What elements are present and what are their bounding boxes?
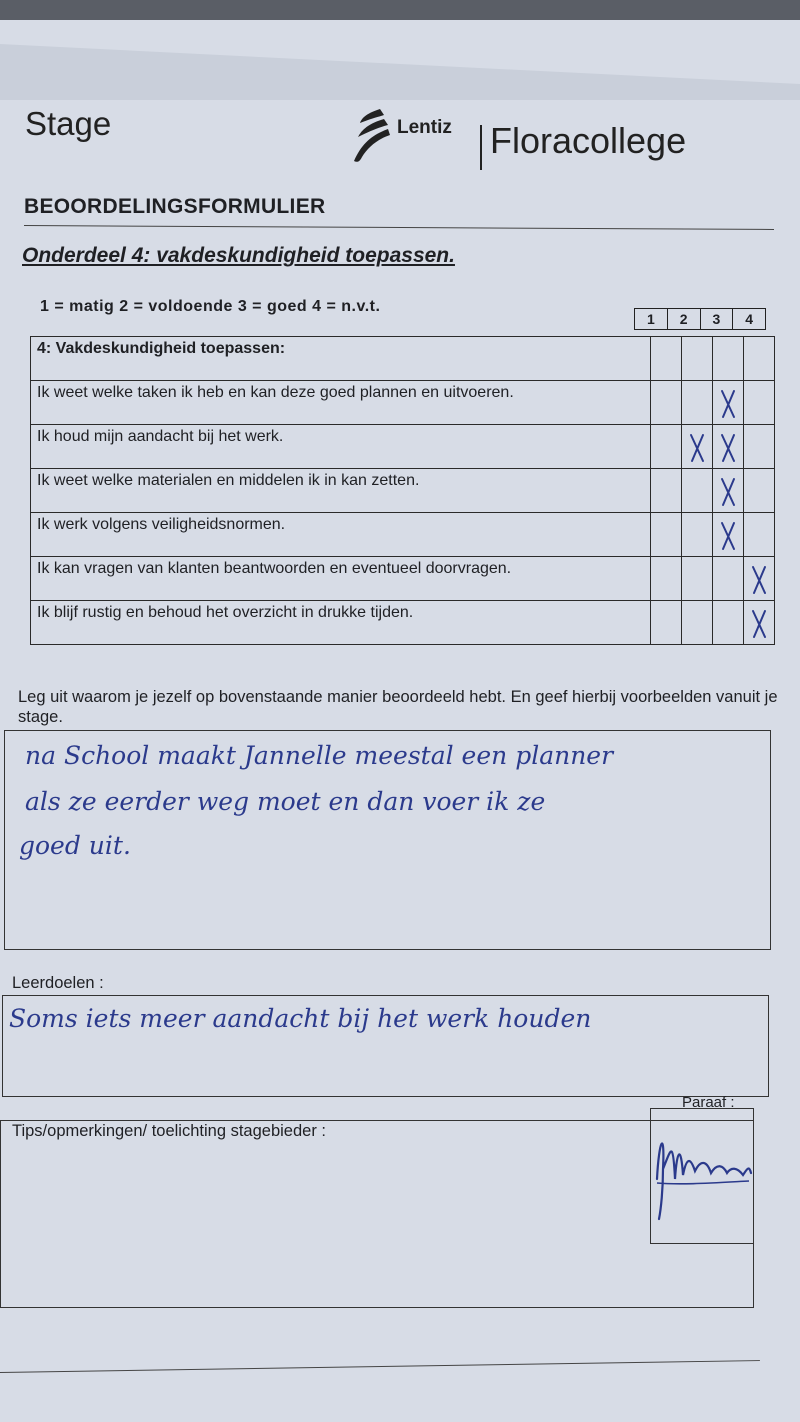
check-cell-3[interactable] bbox=[713, 557, 744, 601]
scale-col-4: 4 bbox=[745, 311, 754, 327]
goals-label: Leerdoelen : bbox=[12, 974, 104, 992]
check-cell-4[interactable] bbox=[744, 425, 775, 469]
check-cell-1[interactable] bbox=[651, 469, 682, 513]
table-row bbox=[31, 513, 775, 557]
check-cell-4[interactable] bbox=[744, 513, 775, 557]
check-cell-2[interactable] bbox=[682, 425, 713, 469]
explanation-prompt: Leg uit waarom je jezelf op bovenstaande manier beoordeeld hebt. En geef hierbij voorbeelden vanuit je stage. bbox=[18, 688, 778, 726]
table-row bbox=[31, 381, 775, 425]
check-cell-4[interactable] bbox=[744, 381, 775, 425]
goals-box[interactable] bbox=[2, 995, 769, 1097]
table-row bbox=[31, 425, 775, 469]
criterion-text: Ik werk volgens veiligheidsnormen. bbox=[31, 513, 651, 557]
tips-box[interactable] bbox=[0, 1120, 754, 1308]
title-rule bbox=[24, 225, 774, 230]
check-cell-4[interactable] bbox=[744, 601, 775, 645]
check-cell bbox=[713, 337, 744, 381]
check-cell-2[interactable] bbox=[682, 601, 713, 645]
handwritten-line: na School maakt Jannelle meestal een planner bbox=[25, 741, 614, 770]
scale-header bbox=[634, 308, 766, 330]
check-mark-icon bbox=[713, 425, 743, 469]
logo-brand: Lentiz bbox=[397, 117, 452, 138]
handwritten-line: goed uit. bbox=[19, 831, 131, 860]
criterion-text: Ik weet welke materialen en middelen ik in kan zetten. bbox=[31, 469, 651, 513]
check-cell-3[interactable] bbox=[713, 513, 744, 557]
check-cell bbox=[682, 337, 713, 381]
check-cell-4[interactable] bbox=[744, 469, 775, 513]
section-title: Onderdeel 4: vakdeskundigheid toepassen. bbox=[22, 244, 455, 267]
leaf-logo-icon bbox=[350, 105, 395, 165]
criterion-text: Ik blijf rustig en behoud het overzicht in drukke tijden. bbox=[31, 601, 651, 645]
check-mark-icon bbox=[713, 469, 743, 513]
table-row bbox=[31, 557, 775, 601]
check-cell-1[interactable] bbox=[651, 513, 682, 557]
signature-icon bbox=[651, 1109, 753, 1243]
check-mark-icon bbox=[713, 381, 743, 425]
tips-label: Tips/opmerkingen/ toelichting stagebieder : bbox=[12, 1122, 326, 1140]
check-cell-3[interactable] bbox=[713, 601, 744, 645]
check-cell-1[interactable] bbox=[651, 381, 682, 425]
criterion-text: Ik weet welke taken ik heb en kan deze goed plannen en uitvoeren. bbox=[31, 381, 651, 425]
handwritten-goal: Soms iets meer aandacht bij het werk houden bbox=[9, 1004, 592, 1033]
signature-line bbox=[0, 1360, 760, 1373]
check-cell-1[interactable] bbox=[651, 601, 682, 645]
table-row bbox=[31, 601, 775, 645]
check-cell-3[interactable] bbox=[713, 381, 744, 425]
criterion-text: Ik kan vragen van klanten beantwoorden en eventueel doorvragen. bbox=[31, 557, 651, 601]
school-logo bbox=[350, 95, 730, 175]
check-cell-1[interactable] bbox=[651, 557, 682, 601]
check-cell-2[interactable] bbox=[682, 513, 713, 557]
table-header-row bbox=[31, 337, 775, 381]
scale-legend: 1 = matig 2 = voldoende 3 = goed 4 = n.v.t. bbox=[40, 298, 381, 315]
handwritten-line: als ze eerder weg moet en dan voer ik ze bbox=[25, 787, 546, 816]
paper-edge bbox=[0, 20, 800, 100]
check-mark-icon bbox=[713, 513, 743, 557]
table-header: 4: Vakdeskundigheid toepassen: bbox=[31, 337, 651, 381]
check-mark-icon bbox=[682, 425, 712, 469]
explanation-box[interactable] bbox=[4, 730, 771, 950]
form-title: BEOORDELINGSFORMULIER bbox=[24, 195, 326, 218]
page-title: Stage bbox=[25, 105, 112, 142]
check-cell-1[interactable] bbox=[651, 425, 682, 469]
check-cell bbox=[651, 337, 682, 381]
check-cell-3[interactable] bbox=[713, 425, 744, 469]
check-cell bbox=[744, 337, 775, 381]
assessment-table bbox=[30, 336, 775, 645]
form-sheet bbox=[0, 20, 800, 1422]
logo-divider bbox=[480, 125, 482, 170]
criterion-text: Ik houd mijn aandacht bij het werk. bbox=[31, 425, 651, 469]
scale-col-3: 3 bbox=[701, 309, 734, 329]
scale-col-1: 1 bbox=[635, 309, 668, 329]
check-mark-icon bbox=[744, 601, 774, 645]
initials-label: Paraaf : bbox=[682, 1094, 735, 1111]
check-cell-3[interactable] bbox=[713, 469, 744, 513]
table-row bbox=[31, 469, 775, 513]
logo-school: Floracollege bbox=[490, 120, 687, 161]
check-cell-2[interactable] bbox=[682, 557, 713, 601]
check-mark-icon bbox=[744, 557, 774, 601]
check-cell-2[interactable] bbox=[682, 381, 713, 425]
scale-col-2: 2 bbox=[668, 309, 701, 329]
initials-box[interactable] bbox=[650, 1108, 754, 1244]
check-cell-4[interactable] bbox=[744, 557, 775, 601]
check-cell-2[interactable] bbox=[682, 469, 713, 513]
